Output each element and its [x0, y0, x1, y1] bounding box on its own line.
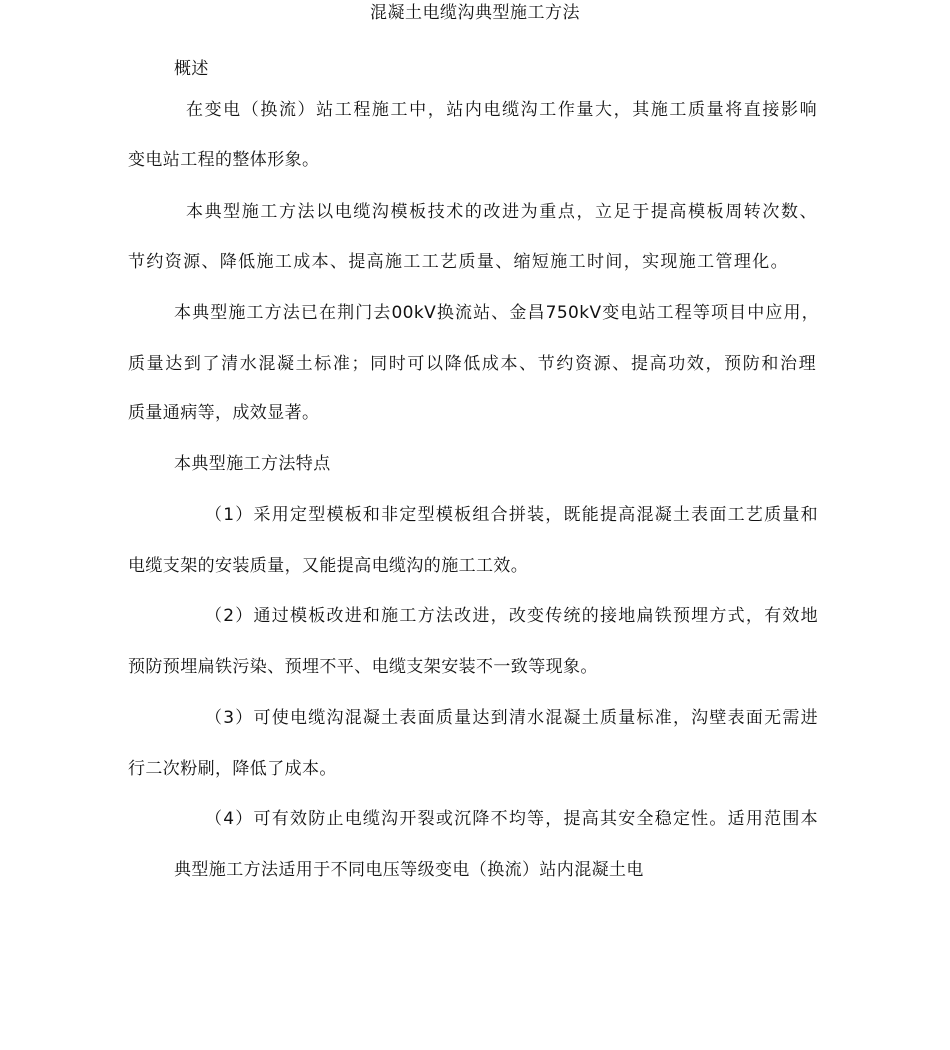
list-item-line: （1）采用定型模板和非定型模板组合拼装，既能提高混凝土表面工艺质量和: [205, 505, 818, 525]
list-item-line: 行二次粉刷，降低了成本。: [128, 759, 337, 779]
paragraph-line: 质量通病等，成效显著。: [128, 403, 320, 423]
paragraph-line: 本典型施工方法以电缆沟模板技术的改进为重点，立足于提高模板周转次数、: [186, 202, 817, 222]
list-item-line: 预防预埋扁铁污染、预埋不平、电缆支架安装不一致等现象。: [128, 657, 598, 677]
paragraph-line: 节约资源、降低施工成本、提高施工工艺质量、缩短施工时间，实现施工管理化。: [128, 252, 788, 272]
paragraph-line: 质量达到了清水混凝土标准；同时可以降低成本、节约资源、提高功效，预防和治理: [128, 354, 816, 374]
paragraph-line: 典型施工方法适用于不同电压等级变电（换流）站内混凝土电: [174, 860, 644, 880]
section-heading-overview: 概述: [174, 59, 209, 79]
list-item-line: （2）通过模板改进和施工方法改进，改变传统的接地扁铁预埋方式，有效地: [205, 606, 818, 626]
list-item-line: （4）可有效防止电缆沟开裂或沉降不均等，提高其安全稳定性。适用范围本: [205, 809, 818, 829]
paragraph-line: 变电站工程的整体形象。: [128, 150, 320, 170]
paragraph-line: 本典型施工方法已在荆门去00kV换流站、金昌750kV变电站工程等项目中应用，: [174, 303, 819, 323]
paragraph-line: 在变电（换流）站工程施工中，站内电缆沟工作量大，其施工质量将直接影响: [186, 100, 817, 120]
list-item-line: （3）可使电缆沟混凝土表面质量达到清水混凝土质量标准，沟壁表面无需进: [205, 708, 818, 728]
section-heading-features: 本典型施工方法特点: [174, 454, 331, 474]
document-title: 混凝土电缆沟典型施工方法: [370, 3, 580, 23]
list-item-line: 电缆支架的安装质量，又能提高电缆沟的施工工效。: [128, 556, 529, 576]
